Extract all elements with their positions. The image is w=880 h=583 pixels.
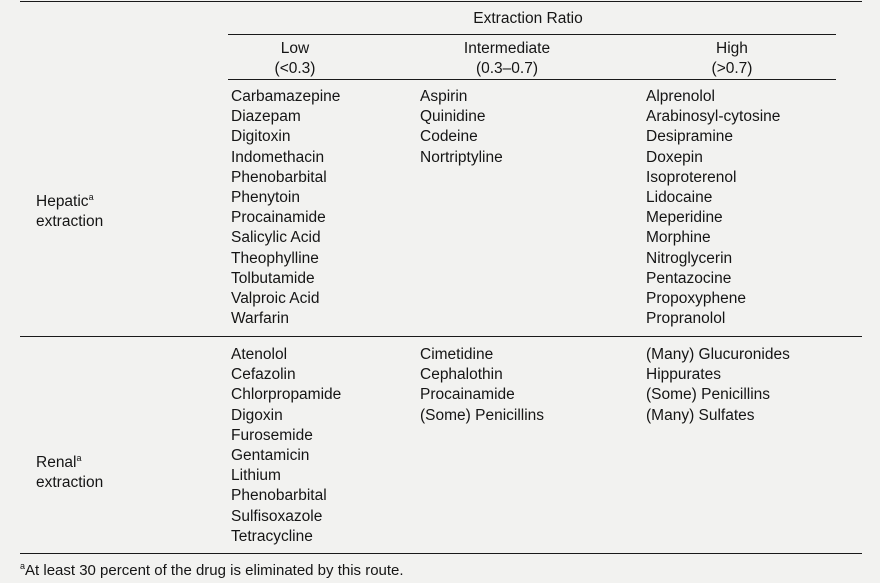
drug-item: Diazepam — [231, 108, 301, 126]
row-label-renal — [36, 453, 82, 473]
renal-high-list — [646, 345, 790, 426]
drug-item: Warfarin — [231, 310, 289, 328]
drug-item: Lithium — [231, 467, 281, 485]
drug-item: Isoproterenol — [646, 168, 737, 186]
drug-item: Digitoxin — [231, 128, 291, 146]
drug-item: Meperidine — [646, 209, 723, 227]
row-label-hepatic-line1: Hepatic — [36, 193, 89, 210]
header-rule — [228, 79, 836, 80]
footnote-mark: a — [88, 192, 94, 202]
drug-item: (Some) Penicillins — [646, 386, 771, 404]
hepatic-intermediate-list — [420, 87, 503, 168]
drug-item: Procainamide — [231, 209, 326, 227]
drug-item: Cefazolin — [231, 366, 296, 384]
row-label-renal-line2: extraction — [36, 474, 104, 491]
drug-item: Propranolol — [646, 310, 726, 328]
column-header-low: Low — [280, 40, 310, 57]
row-label-hepatic — [36, 192, 94, 212]
column-header-intermediate: Intermediate — [463, 40, 551, 57]
drug-item: Atenolol — [231, 346, 288, 363]
drug-item: Phenytoin — [231, 188, 300, 206]
drug-item: Codeine — [420, 128, 478, 146]
drug-item: Digoxin — [231, 406, 283, 424]
spanner-heading: Extraction Ratio — [473, 10, 583, 27]
drug-item: Lidocaine — [646, 188, 713, 206]
column-header-intermediate-range: (0.3–0.7) — [475, 60, 539, 77]
drug-item: Cimetidine — [420, 346, 494, 363]
drug-item: Aspirin — [420, 88, 468, 105]
bottom-rule — [20, 553, 862, 554]
drug-item: Pentazocine — [646, 269, 732, 287]
column-header-high: High — [716, 40, 748, 57]
column-header-low-range: (<0.3) — [274, 60, 316, 77]
hepatic-low-list — [231, 87, 340, 329]
footnote-mark: a — [76, 453, 82, 463]
drug-item: Theophylline — [231, 249, 319, 267]
drug-item: (Many) Glucuronides — [646, 346, 790, 363]
drug-item: Hippurates — [646, 366, 721, 384]
drug-item: (Many) Sulfates — [646, 406, 755, 424]
drug-item: Indomethacin — [231, 148, 325, 166]
spanner-rule — [228, 34, 836, 35]
footnote-mark: a — [20, 561, 26, 571]
drug-item: Tolbutamide — [231, 269, 315, 287]
table-footnote — [20, 561, 404, 581]
drug-item: Chlorpropamide — [231, 386, 342, 404]
footnote-text: At least 30 percent of the drug is eliminated by this route. — [25, 562, 404, 579]
drug-item: Arabinosyl-cytosine — [646, 108, 781, 126]
top-rule — [20, 1, 862, 2]
row-label-renal-line1: Renal — [36, 454, 77, 471]
drug-item: Sulfisoxazole — [231, 507, 323, 525]
row-divider-rule — [20, 336, 862, 337]
hepatic-high-list — [646, 87, 780, 329]
drug-item: (Some) Penicillins — [420, 406, 545, 424]
drug-item: Carbamazepine — [231, 88, 341, 105]
column-header-high-range: (>0.7) — [711, 60, 753, 77]
row-label-hepatic-line2: extraction — [36, 213, 104, 230]
drug-item: Phenobarbital — [231, 168, 327, 186]
renal-low-list — [231, 345, 341, 547]
drug-item: Salicylic Acid — [231, 229, 321, 247]
drug-item: Quinidine — [420, 108, 486, 126]
drug-item: Tetracycline — [231, 527, 313, 545]
renal-intermediate-list — [420, 345, 544, 426]
drug-item: Desipramine — [646, 128, 734, 146]
drug-item: Nitroglycerin — [646, 249, 733, 267]
drug-item: Phenobarbital — [231, 487, 327, 505]
drug-item: Furosemide — [231, 426, 313, 444]
drug-item: Valproic Acid — [231, 289, 320, 307]
drug-item: Doxepin — [646, 148, 703, 166]
drug-item: Morphine — [646, 229, 711, 247]
drug-item: Nortriptyline — [420, 148, 503, 166]
drug-item: Gentamicin — [231, 446, 310, 464]
drug-item: Cephalothin — [420, 366, 503, 384]
drug-item: Procainamide — [420, 386, 515, 404]
drug-item: Alprenolol — [646, 88, 715, 105]
drug-item: Propoxyphene — [646, 289, 746, 307]
